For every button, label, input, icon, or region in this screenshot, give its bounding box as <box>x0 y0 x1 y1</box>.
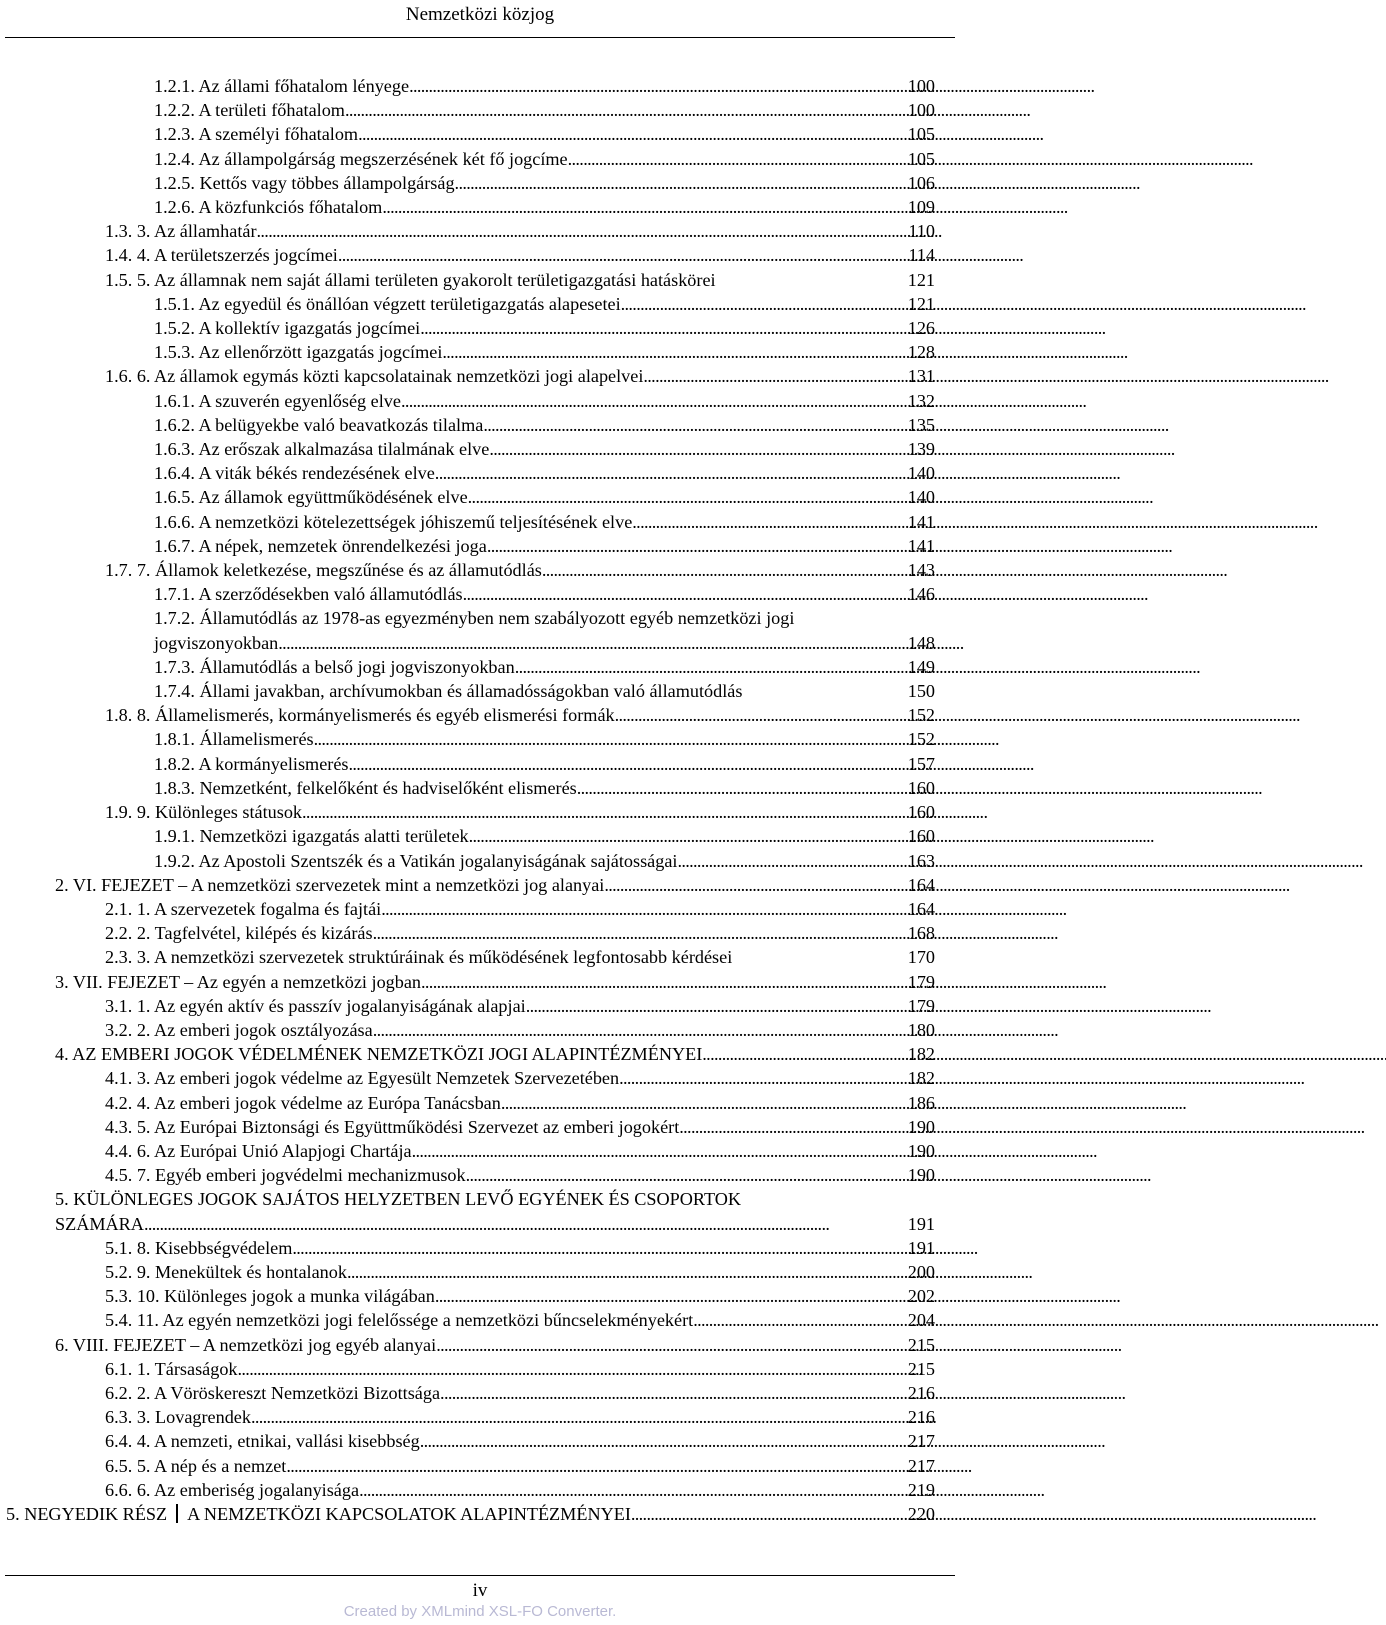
footer-divider <box>5 1575 955 1576</box>
toc-page-number: 202 <box>907 1286 935 1307</box>
dot-leader <box>409 74 902 98</box>
toc-entry[interactable] <box>154 776 935 800</box>
credit-prefix: Created by <box>343 1603 422 1620</box>
toc-entry[interactable] <box>55 1042 935 1066</box>
dot-leader <box>693 1308 902 1332</box>
toc-page-number: 128 <box>907 342 935 363</box>
toc-page-number: 110 <box>908 221 935 242</box>
toc-entry[interactable] <box>154 437 935 461</box>
toc-entry-title: 1.6. 6. Az államok egymás közti kapcsolatainak nemzetközi jogi alapelvei <box>105 366 644 387</box>
running-header <box>0 0 960 46</box>
toc-entry-title: 1.9.1. Nemzetközi igazgatás alatti területek <box>154 826 469 847</box>
toc-page-number: 132 <box>907 390 935 411</box>
dot-leader <box>251 1405 902 1429</box>
toc-page-number: 152 <box>907 729 935 750</box>
toc-entry-title: 1.6.1. A szuverén egyenlőség elve <box>154 390 401 411</box>
toc-entry[interactable] <box>154 340 935 364</box>
toc-entry-title: 1.2.5. Kettős vagy többes állampolgárság <box>154 172 455 193</box>
dot-leader <box>348 752 901 776</box>
toc-entry[interactable] <box>6 1502 935 1526</box>
toc-entry[interactable] <box>105 1478 935 1502</box>
toc-entry[interactable] <box>154 316 935 340</box>
toc-entry[interactable] <box>105 1454 935 1478</box>
toc-entry-title: 3. VII. FEJEZET – Az egyén a nemzetközi jogban <box>55 971 422 992</box>
toc-page-number: 121 <box>907 293 935 314</box>
toc-entry[interactable] <box>55 873 935 897</box>
toc-entry[interactable] <box>105 1308 935 1332</box>
dot-leader <box>679 1115 901 1139</box>
toc-entry-title: 4.3. 5. Az Európai Biztonsági és Együttműködési Szervezet az emberi jogokért <box>105 1116 680 1137</box>
toc-entry-title: 1.7. 7. Államok keletkezése, megszűnése és az államutódlás <box>105 560 542 581</box>
dot-leader <box>604 873 901 897</box>
toc-entry-title: 2. VI. FEJEZET – A nemzetközi szervezetek mint a nemzetközi jog alanyai <box>55 874 605 895</box>
toc-entry-title: 6.4. 4. A nemzeti, etnikai, vallási kisebbség <box>105 1431 420 1452</box>
toc-page-number: 217 <box>907 1431 935 1452</box>
separator-bar <box>176 1504 178 1523</box>
toc-page-number: 140 <box>907 463 935 484</box>
toc-entry-title: 6. VIII. FEJEZET – A nemzetközi jog egyéb alanyai <box>55 1334 437 1355</box>
toc-entry-title: 5. KÜLÖNLEGES JOGOK SAJÁTOS HELYZETBEN LEVŐ EGYÉNEK ÉS CSOPORTOK <box>55 1189 742 1210</box>
toc-page-number: 190 <box>907 1165 935 1186</box>
toc-entry[interactable] <box>154 824 935 848</box>
toc-entry-title: 1.6.6. A nemzetközi kötelezettségek jóhiszemű teljesítésének elve <box>154 511 633 532</box>
toc-entry[interactable] <box>55 1333 935 1357</box>
toc-entry-title: 6.5. 5. A nép és a nemzet <box>105 1455 287 1476</box>
toc-entry[interactable] <box>154 122 935 146</box>
toc-entry[interactable] <box>105 364 935 388</box>
toc-page-number: 164 <box>907 874 935 895</box>
dot-leader <box>338 243 903 267</box>
toc-entry-title: 1.2.3. A személyi főhatalom <box>154 124 359 145</box>
toc-entry-title: 1.9. 9. Különleges státusok <box>105 802 303 823</box>
toc-entry-title: 1.7.4. Állami javakban, archívumokban és államadósságokban való államutódlás <box>154 681 743 702</box>
toc-page-number: 180 <box>907 1019 935 1040</box>
toc-entry-title: 1.5. 5. Az államnak nem saját állami területen gyakorolt területigazgatási hatáskörei <box>105 269 716 290</box>
toc-entry-title: 6.3. 3. Lovagrendek <box>105 1407 251 1428</box>
toc-entry-title: 1.6.7. A népek, nemzetek önrendelkezési joga <box>154 535 487 556</box>
toc-page-number: 215 <box>907 1358 935 1379</box>
dot-leader <box>420 316 902 340</box>
toc-page-number: 160 <box>907 802 935 823</box>
toc-page-number: 191 <box>907 1213 935 1234</box>
dot-leader <box>501 1091 902 1115</box>
toc-entry[interactable] <box>105 1139 935 1163</box>
toc-page-number: 216 <box>907 1382 935 1403</box>
dot-leader <box>382 195 901 219</box>
credit-link[interactable]: XMLmind XSL-FO Converter. <box>421 1603 617 1620</box>
toc-entry[interactable] <box>154 413 935 437</box>
toc-page-number: 220 <box>907 1503 935 1524</box>
toc-entry[interactable] <box>105 558 935 582</box>
toc-page-number: 109 <box>907 197 935 218</box>
dot-leader <box>435 461 902 485</box>
toc-entry-title: 1.5.3. Az ellenőrzött igazgatás jogcímei <box>154 342 443 363</box>
toc-page-number: 105 <box>907 148 935 169</box>
toc-page-number: 179 <box>907 995 935 1016</box>
part-title: A NEMZETKÖZI KAPCSOLATOK ALAPINTÉZMÉNYEI <box>187 1503 631 1524</box>
header-divider <box>5 37 955 38</box>
toc-entry[interactable] <box>105 219 935 243</box>
toc-page-number: 163 <box>907 850 935 871</box>
toc-entry-title: 4.5. 7. Egyéb emberi jogvédelmi mechanizmusok <box>105 1165 466 1186</box>
toc-entry[interactable] <box>154 582 935 606</box>
toc-entry[interactable] <box>105 243 935 267</box>
toc-entry-title: 5.1. 8. Kisebbségvédelem <box>105 1237 293 1258</box>
toc-entry[interactable] <box>105 1357 935 1381</box>
toc-entry-title: 1.5.2. A kollektív igazgatás jogcímei <box>154 318 421 339</box>
toc-entry-title-continuation: SZÁMÁRA <box>55 1213 144 1234</box>
toc-entry[interactable] <box>154 74 935 98</box>
dot-leader <box>359 1478 902 1502</box>
dot-leader <box>621 292 902 316</box>
toc-entry-title: 6.1. 1. Társaságok <box>105 1358 238 1379</box>
dot-leader <box>373 1018 902 1042</box>
toc-entry[interactable] <box>154 679 935 703</box>
toc-page-number: 135 <box>907 414 935 435</box>
toc-entry[interactable] <box>55 1187 935 1235</box>
dot-leader <box>144 1212 902 1236</box>
toc-entry-title: 1.2.6. A közfunkciós főhatalom <box>154 197 383 218</box>
toc-entry[interactable] <box>154 389 935 413</box>
toc-entry[interactable] <box>105 800 935 824</box>
toc-page-number: 100 <box>907 100 935 121</box>
toc-entry-title: 4. AZ EMBERI JOGOK VÉDELMÉNEK NEMZETKÖZI JOGI ALAPINTÉZMÉNYEI <box>55 1044 703 1065</box>
toc-entry-title: 5.3. 10. Különleges jogok a munka világában <box>105 1286 435 1307</box>
dot-leader <box>286 1454 901 1478</box>
toc-entry[interactable] <box>105 994 935 1018</box>
dot-leader <box>631 1502 902 1526</box>
toc-page-number: 157 <box>907 753 935 774</box>
toc-page-number: 106 <box>907 172 935 193</box>
toc-page-number: 190 <box>907 1116 935 1137</box>
toc-page-number: 190 <box>907 1140 935 1161</box>
toc-page-number: 105 <box>907 124 935 145</box>
toc-page-number: 164 <box>907 898 935 919</box>
toc-entry-title: 1.8.2. A kormányelismerés <box>154 753 349 774</box>
toc-entry-title: 1.8.3. Nemzetként, felkelőként és hadviselőként elismerés <box>154 777 577 798</box>
dot-leader <box>515 655 902 679</box>
dot-leader <box>469 824 902 848</box>
toc-entry-title: 1.6.5. Az államok együttműködésének elve <box>154 487 468 508</box>
dot-leader <box>401 389 902 413</box>
dot-leader <box>440 1381 902 1405</box>
toc-entry[interactable] <box>154 510 935 534</box>
dot-leader <box>466 1163 902 1187</box>
toc-page-number: 170 <box>907 947 935 968</box>
dot-leader <box>463 582 902 606</box>
toc-page-number: 139 <box>907 439 935 460</box>
toc-entry-title: 4.2. 4. Az emberi jogok védelme az Európa Tanácsban <box>105 1092 501 1113</box>
toc-entry-title: 6.2. 2. A Vöröskereszt Nemzetközi Bizottsága <box>105 1382 441 1403</box>
dot-leader <box>358 122 902 146</box>
dot-leader <box>489 437 901 461</box>
toc-entry-title: 5.2. 9. Menekültek és hontalanok <box>105 1261 347 1282</box>
toc-entry[interactable] <box>105 945 935 969</box>
toc-page-number: 152 <box>907 705 935 726</box>
toc-entry-title: 6.6. 6. Az emberiség jogalanyisága <box>105 1479 360 1500</box>
toc-entry-title: 3.2. 2. Az emberi jogok osztályozása <box>105 1019 373 1040</box>
dot-leader <box>632 510 901 534</box>
dot-leader <box>345 98 902 122</box>
dot-leader <box>278 631 901 655</box>
toc-entry[interactable] <box>105 1018 935 1042</box>
toc-entry-title: 1.2.4. Az állampolgárság megszerzésének két fő jogcíme <box>154 148 568 169</box>
dot-leader <box>615 703 902 727</box>
toc-entry[interactable] <box>105 1429 935 1453</box>
toc-page-number: 216 <box>907 1407 935 1428</box>
dot-leader <box>373 921 902 945</box>
toc-page-number: 182 <box>907 1044 935 1065</box>
dot-leader <box>568 147 902 171</box>
dot-leader <box>420 1429 902 1453</box>
toc-page-number: 146 <box>907 584 935 605</box>
dot-leader <box>487 534 902 558</box>
toc-entry-title <box>6 1502 631 1526</box>
toc-entry-title: 3.1. 1. Az egyén aktív és passzív jogalanyiságának alapjai <box>105 995 526 1016</box>
toc-entry[interactable] <box>55 970 935 994</box>
toc-page-number: 149 <box>907 656 935 677</box>
toc-page-number: 121 <box>907 269 935 290</box>
toc-entry-title: 1.4. 4. A területszerzés jogcímei <box>105 245 338 266</box>
toc-entry-title: 1.7.2. Államutódlás az 1978-as egyezményben nem szabályozott egyéb nemzetközi jogi <box>154 608 795 629</box>
toc-entry-title-continuation: jogviszonyokban <box>154 632 279 653</box>
toc-entry[interactable] <box>105 1236 935 1260</box>
toc-entry[interactable] <box>154 606 935 654</box>
dot-leader <box>436 1333 902 1357</box>
toc-entry-title: 4.4. 6. Az Európai Unió Alapjogi Chartája <box>105 1140 412 1161</box>
toc-page-number: 160 <box>907 826 935 847</box>
toc-page-number: 215 <box>907 1334 935 1355</box>
dot-leader <box>292 1236 901 1260</box>
dot-leader <box>314 727 902 751</box>
toc-entry[interactable] <box>154 98 935 122</box>
toc-entry-title: 1.6.3. Az erőszak alkalmazása tilalmának elve <box>154 439 490 460</box>
toc-entry[interactable] <box>154 461 935 485</box>
dot-leader <box>702 1042 901 1066</box>
dot-leader <box>238 1357 902 1381</box>
toc-entry-title: 2.2. 2. Tagfelvétel, kilépés és kizárás <box>105 923 373 944</box>
dot-leader <box>677 849 901 873</box>
dot-leader <box>643 364 901 388</box>
toc-page-number: 141 <box>907 535 935 556</box>
converter-credit <box>0 1603 960 1620</box>
toc-entry[interactable] <box>105 268 935 292</box>
toc-page-number: 186 <box>907 1092 935 1113</box>
toc-entry[interactable] <box>154 147 935 171</box>
toc-entry[interactable] <box>105 1284 935 1308</box>
toc-entry-title: 1.6.2. A belügyekbe való beavatkozás tilalma <box>154 414 484 435</box>
toc-entry[interactable] <box>105 703 935 727</box>
dot-leader <box>442 340 901 364</box>
toc-entry-title: 1.3. 3. Az államhatár <box>105 221 257 242</box>
toc-entry[interactable] <box>154 534 935 558</box>
header-title: Nemzetközi közjog <box>405 4 555 25</box>
toc-page-number: 126 <box>907 318 935 339</box>
toc-entry[interactable] <box>154 849 935 873</box>
dot-leader <box>302 800 902 824</box>
toc-page-number: 114 <box>908 245 935 266</box>
toc-page-number: 141 <box>907 511 935 532</box>
dot-leader <box>577 776 902 800</box>
toc-entry[interactable] <box>105 1405 935 1429</box>
toc-entry-title: 1.8. 8. Államelismerés, kormányelismerés és egyéb elismerési formák <box>105 705 615 726</box>
toc-entry-title: 1.5.1. Az egyedül és önállóan végzett területigazgatás alapesetei <box>154 293 621 314</box>
dot-leader <box>381 897 901 921</box>
toc-entry-title: 1.2.1. Az állami főhatalom lényege <box>154 76 410 96</box>
toc-page-number: 179 <box>907 971 935 992</box>
toc-entry-title: 1.6.4. A viták békés rendezésének elve <box>154 463 435 484</box>
toc-entry[interactable] <box>154 727 935 751</box>
dot-leader <box>435 1284 902 1308</box>
dot-leader <box>468 485 902 509</box>
toc-entry-title: 1.8.1. Államelismerés <box>154 729 314 750</box>
toc-page-number: 148 <box>907 632 935 653</box>
toc-page-number: 217 <box>907 1455 935 1476</box>
toc-entry-title: 4.1. 3. Az emberi jogok védelme az Egyesült Nemzetek Szervezetében <box>105 1068 620 1089</box>
toc-page-number: 191 <box>907 1237 935 1258</box>
toc-entry-title: 5.4. 11. Az egyén nemzetközi jogi felelőssége a nemzetközi bűncselekményekért <box>105 1310 694 1331</box>
toc-page-number: 204 <box>907 1310 935 1331</box>
dot-leader <box>347 1260 902 1284</box>
toc-entry-title: 1.9.2. Az Apostoli Szentszék és a Vatikán jogalanyiságának sajátosságai <box>154 850 678 871</box>
toc-entry[interactable] <box>154 292 935 316</box>
toc-entry[interactable] <box>154 171 935 195</box>
toc-entry[interactable] <box>154 752 935 776</box>
dot-leader <box>412 1139 902 1163</box>
toc-page-number: 140 <box>907 487 935 508</box>
toc-page-number: 143 <box>907 560 935 581</box>
toc-page-number: 150 <box>907 681 935 702</box>
toc-entry-title: 2.3. 3. A nemzetközi szervezetek struktúráinak és működésének legfontosabb kérdései <box>105 947 733 968</box>
toc-page-number: 131 <box>907 366 935 387</box>
toc-entry[interactable] <box>105 1163 935 1187</box>
toc-entry[interactable] <box>154 655 935 679</box>
dot-leader <box>526 994 902 1018</box>
toc-entry-title: 2.1. 1. A szervezetek fogalma és fajtái <box>105 898 382 919</box>
toc-entry[interactable] <box>154 485 935 509</box>
dot-leader <box>483 413 901 437</box>
toc-page-number: 168 <box>907 923 935 944</box>
toc-entry[interactable] <box>105 1260 935 1284</box>
part-label: 5. NEGYEDIK RÉSZ <box>6 1503 168 1524</box>
dot-leader <box>455 171 902 195</box>
dot-leader <box>257 219 903 243</box>
dot-leader <box>619 1066 902 1090</box>
toc-entry-title: 1.7.3. Államutódlás a belső jogi jogviszonyokban <box>154 656 515 677</box>
toc-entry[interactable] <box>154 195 935 219</box>
toc-page-number: 200 <box>907 1261 935 1282</box>
dot-leader <box>542 558 902 582</box>
toc-entry[interactable] <box>105 1091 935 1115</box>
toc-page-number: 160 <box>907 777 935 798</box>
toc-entry[interactable] <box>105 1066 935 1090</box>
dot-leader <box>421 970 902 994</box>
toc-entry[interactable] <box>105 897 935 921</box>
toc-entry[interactable] <box>105 1381 935 1405</box>
toc-entry-title: 1.7.1. A szerződésekben való államutódlás <box>154 584 463 605</box>
toc-entry[interactable] <box>105 1115 935 1139</box>
table-of-contents <box>0 74 960 1526</box>
toc-page-number: 219 <box>907 1479 935 1500</box>
page-number: iv <box>472 1580 488 1601</box>
toc-page-number: 182 <box>907 1068 935 1089</box>
toc-page-number: 100 <box>907 76 935 96</box>
toc-entry-title: 1.2.2. A területi főhatalom <box>154 100 345 121</box>
toc-entry[interactable] <box>105 921 935 945</box>
